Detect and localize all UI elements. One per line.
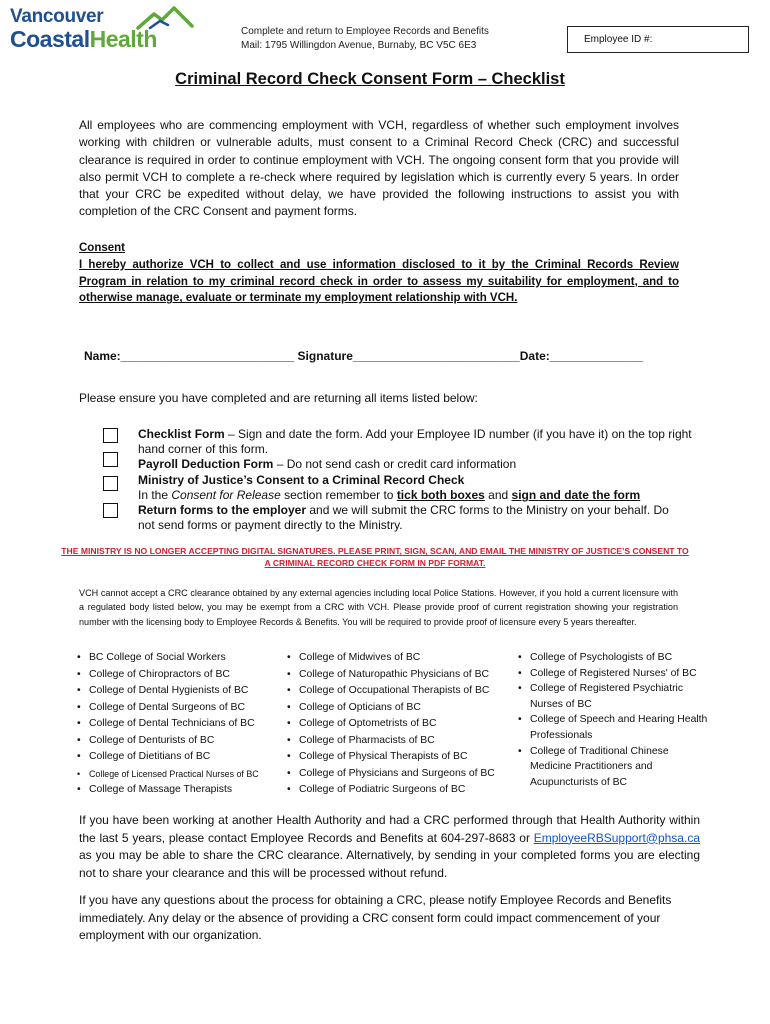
ministry-consent-checkbox[interactable] bbox=[103, 476, 118, 491]
other-health-authority-paragraph: If you have been working at another Health Authority and had a CRC performed through that Health Authority within the last 5 years, please contact Employee Records and Benefits at 604-297-8683 or EmployeeRBSupport@phsa.ca as you may be able to share the CRC clearance. Alternatively, by sending in your completed forms you are electing not to share your clearance and this will be processed without refund. bbox=[79, 813, 700, 880]
questions-paragraph: If you have any questions about the process for obtaining a CRC, please notify Employee Records and Benefits immediately. Any delay or the absence of providing a CRC consent form could impact commencement of your employment with our organization. bbox=[79, 893, 672, 942]
list-item: • College of Occupational Therapists of BC bbox=[287, 683, 517, 700]
list-item: • College of Registered Psychiatric Nurses of BC bbox=[518, 681, 700, 712]
list-item: • College of Physical Therapists of BC bbox=[287, 749, 517, 766]
address-line-1: Complete and return to Employee Records and Benefits bbox=[241, 26, 489, 37]
support-email-link[interactable]: EmployeeRBSupport@phsa.ca bbox=[533, 830, 700, 845]
signature-line bbox=[84, 348, 684, 365]
list-item: • College of Naturopathic Physicians of BC bbox=[287, 667, 517, 684]
logo-text-vancouver: Vancouver bbox=[10, 6, 104, 27]
list-item: • BC College of Social Workers bbox=[77, 650, 287, 667]
vch-logo bbox=[10, 6, 190, 54]
checklist-item-3: Ministry of Justice’s Consent to a Criminal Record Check In the Consent for Release section remember to tick both boxes and sign and date the form bbox=[138, 473, 641, 503]
name-field[interactable]: Name:__________________________ bbox=[84, 349, 295, 363]
list-item: • College of Opticians of BC bbox=[287, 700, 517, 717]
list-item: • College of Speech and Hearing Health Professionals bbox=[518, 712, 730, 743]
return-address bbox=[241, 25, 489, 53]
checklist-item-4: Return forms to the employer and we will submit the CRC forms to the Ministry on your behalf. Do not send forms or payment directly to the Ministry. bbox=[138, 503, 669, 533]
return-forms-checkbox[interactable] bbox=[103, 503, 118, 518]
list-item: • College of Dental Technicians of BC bbox=[77, 716, 287, 733]
checklist-item-2: Payroll Deduction Form – Do not send cash or credit card information bbox=[138, 457, 517, 471]
checklist-item-1: Checklist Form – Sign and date the form. Add your Employee ID number (if you have it) on the top right hand corner of this form. bbox=[138, 427, 692, 457]
licensure-exemption-text: VCH cannot accept a CRC clearance obtained by any external agencies including local Police Stations. However, if you hold a current licensure with a regulated body listed below, you may be exempt from a CRC with VCH. Please provide proof of current registration showing your registration number with the licensing body to Employee Records & Benefits. You will be required to provide proof of licensure every 5 years thereafter. bbox=[79, 588, 678, 627]
list-item: • College of Optometrists of BC bbox=[287, 716, 517, 733]
list-item: • College of Podiatric Surgeons of BC bbox=[287, 782, 517, 799]
college-list-col1 bbox=[77, 650, 287, 799]
logo-text-coastal-health: CoastalHealth bbox=[10, 26, 157, 52]
list-item: • College of Chiropractors of BC bbox=[77, 667, 287, 684]
checklist-form-checkbox[interactable] bbox=[103, 428, 118, 443]
list-item: • College of Dental Surgeons of BC bbox=[77, 700, 287, 717]
list-item: • College of Denturists of BC bbox=[77, 733, 287, 750]
list-item: • College of Midwives of BC bbox=[287, 650, 517, 667]
list-item: • College of Dietitians of BC bbox=[77, 749, 287, 766]
signature-field[interactable]: Signature_________________________ bbox=[297, 349, 520, 363]
list-item: • College of Psychologists of BC bbox=[518, 650, 728, 666]
digital-signature-notice: THE MINISTRY IS NO LONGER ACCEPTING DIGITAL SIGNATURES. PLEASE PRINT, SIGN, SCAN, AND EMAIL THE MINISTRY OF JUSTICE’S CONSENT TO A CRIMINAL RECORD CHECK FORM IN PDF FORMAT. bbox=[61, 546, 689, 568]
list-item: • College of Pharmacists of BC bbox=[287, 733, 517, 750]
employee-id-field[interactable] bbox=[567, 26, 749, 53]
intro-paragraph: All employees who are commencing employment with VCH, regardless of whether such employment involves working with children or vulnerable adults, must consent to a Criminal Record Check (CRC) and successful clearance is required in order to continue employment with VCH. The ongoing consent form that you provide will also permit VCH to complete a re-check where required by legislation which is currently every 5 years. In order that your CRC be expedited without delay, we have provided the following instructions to assist you with completion of the CRC Consent and payment forms. bbox=[79, 118, 679, 219]
page-title: Criminal Record Check Consent Form – Checklist bbox=[175, 70, 565, 88]
list-item: • College of Traditional Chinese Medicine Practitioners and Acupuncturists of BC bbox=[518, 744, 710, 791]
list-item: • College of Registered Nurses' of BC bbox=[518, 666, 728, 682]
employee-id-label: Employee ID #: bbox=[584, 34, 653, 45]
consent-heading: Consent bbox=[79, 242, 125, 254]
college-list-col3 bbox=[518, 650, 728, 790]
consent-text: I hereby authorize VCH to collect and use information disclosed to it by the Criminal Records Review Program in relation to my criminal record check in order to assess my suitability for employment, and to otherwise manage, evaluate or terminate my employment relationship with VCH. bbox=[79, 258, 679, 305]
payroll-form-checkbox[interactable] bbox=[103, 452, 118, 467]
list-item: • College of Dental Hygienists of BC bbox=[77, 683, 287, 700]
list-item: • College of Licensed Practical Nurses of BC bbox=[77, 766, 287, 783]
please-ensure-text: Please ensure you have completed and are returning all items listed below: bbox=[79, 391, 478, 405]
address-line-2: Mail: 1795 Willingdon Avenue, Burnaby, BC V5C 6E3 bbox=[241, 40, 477, 51]
consent-section bbox=[79, 240, 679, 307]
list-item: • College of Massage Therapists bbox=[77, 782, 287, 799]
college-list-col2 bbox=[287, 650, 517, 799]
list-item: • College of Physicians and Surgeons of BC bbox=[287, 766, 517, 783]
date-field[interactable]: Date:______________ bbox=[519, 349, 644, 363]
